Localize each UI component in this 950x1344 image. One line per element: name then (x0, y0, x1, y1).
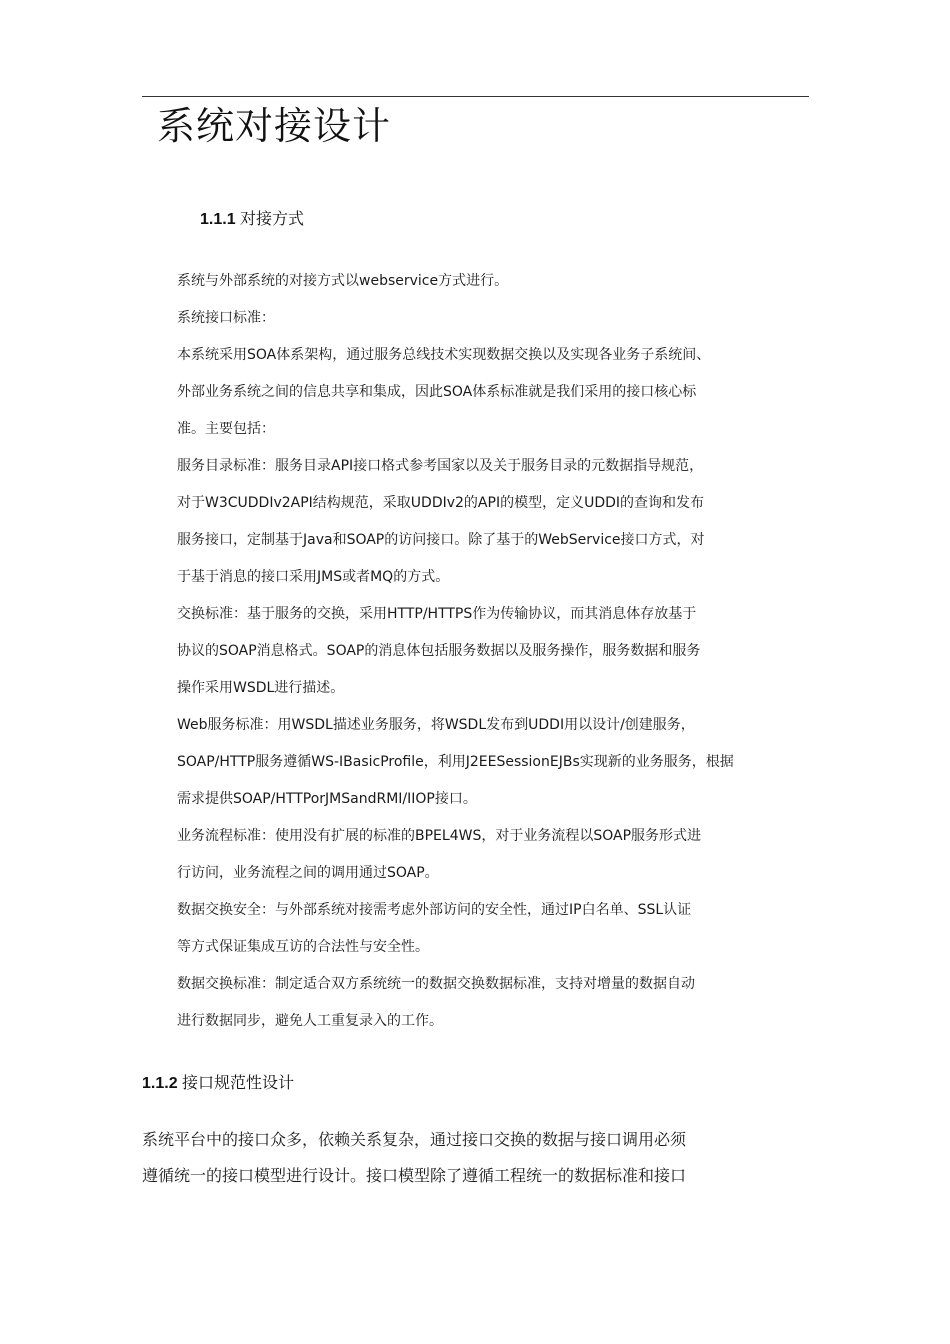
section-number: 1.1.1 (200, 211, 236, 228)
paragraph-line: Web服务标准：用WSDL描述业务服务，将WSDL发布到UDDI用以设计/创建服务， (177, 717, 695, 733)
paragraph-line: 服务接口，定制基于Java和SOAP的访问接口。除了基于的WebService接口方式，对 (177, 532, 705, 548)
paragraph-line: 操作采用WSDL进行描述。 (177, 680, 345, 696)
paragraph-line: 等方式保证集成互访的合法性与安全性。 (177, 939, 429, 955)
paragraph-line: 系统平台中的接口众多，依赖关系复杂，通过接口交换的数据与接口调用必须 (142, 1130, 687, 1149)
section-body-1-1-1 (177, 263, 827, 1040)
paragraph-line: 系统与外部系统的对接方式以webservice方式进行。 (177, 273, 509, 289)
paragraph-line: 协议的SOAP消息格式。SOAP的消息体包括服务数据以及服务操作，服务数据和服务 (177, 643, 701, 659)
paragraph-line: 外部业务系统之间的信息共享和集成，因此SOA体系标准就是我们采用的接口核心标 (177, 384, 697, 400)
paragraph-line: 业务流程标准：使用没有扩展的标准的BPEL4WS，对于业务流程以SOAP服务形式进 (177, 828, 702, 844)
section-title: 对接方式 (240, 211, 305, 228)
section-heading-1-1-1 (200, 208, 304, 232)
paragraph-line: 行访问，业务流程之间的调用通过SOAP。 (177, 865, 439, 881)
paragraph-line: 对于W3CUDDIv2API结构规范，采取UDDIv2的API的模型，定义UDDI的查询和发布 (177, 495, 705, 511)
header-rule (142, 96, 809, 97)
paragraph-line: 系统接口标准： (177, 310, 275, 326)
paragraph-line: 交换标准：基于服务的交换，采用HTTP/HTTPS作为传输协议，而其消息体存放基于 (177, 606, 697, 622)
paragraph-line: 准。主要包括： (177, 421, 275, 437)
paragraph-line: 本系统采用SOA体系架构，通过服务总线技术实现数据交换以及实现各业务子系统间、 (177, 347, 711, 363)
paragraph-line: 服务目录标准：服务目录API接口格式参考国家以及关于服务目录的元数据指导规范， (177, 458, 704, 474)
paragraph-line: 遵循统一的接口模型进行设计。接口模型除了遵循工程统一的数据标准和接口 (142, 1166, 687, 1185)
paragraph-line: 进行数据同步，避免人工重复录入的工作。 (177, 1013, 443, 1029)
section-heading-1-1-2 (142, 1072, 294, 1096)
paragraph-line: 数据交换标准：制定适合双方系统统一的数据交换数据标准，支持对增量的数据自动 (177, 976, 695, 992)
paragraph-line: 于基于消息的接口采用JMS或者MQ的方式。 (177, 569, 450, 585)
page-title: 系统对接设计 (157, 104, 392, 148)
section-title: 接口规范性设计 (182, 1075, 295, 1092)
paragraph-line: SOAP/HTTP服务遵循WS-IBasicProfile，利用J2EESessionEJBs实现新的业务服务，根据 (177, 754, 734, 770)
section-body-1-1-2 (142, 1122, 822, 1194)
paragraph-line: 需求提供SOAP/HTTPorJMSandRMI/IIOP接口。 (177, 791, 477, 807)
paragraph-line: 数据交换安全：与外部系统对接需考虑外部访问的安全性，通过IP白名单、SSL认证 (177, 902, 692, 918)
section-number: 1.1.2 (142, 1075, 178, 1092)
